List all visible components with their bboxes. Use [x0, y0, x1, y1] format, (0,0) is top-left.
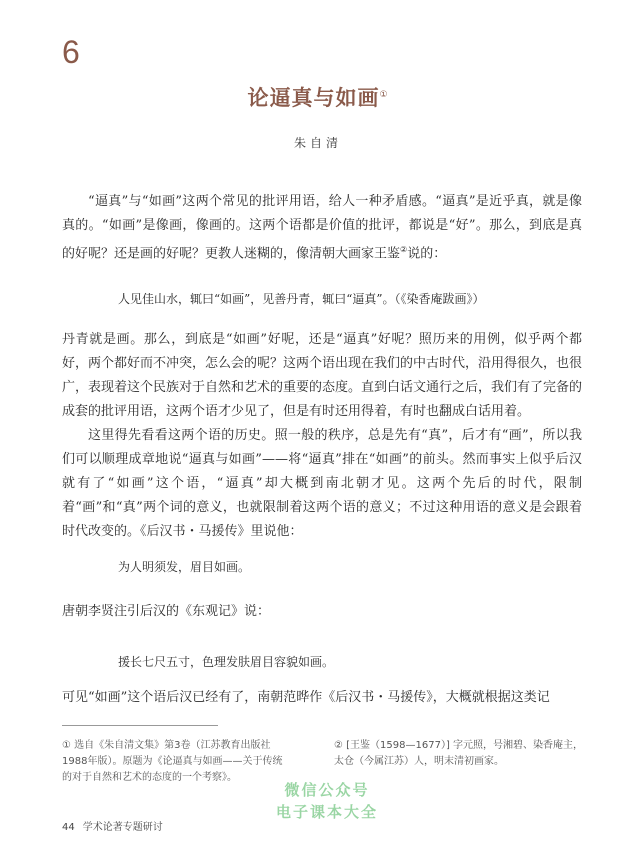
article-author: 朱自清 — [293, 136, 342, 150]
paragraph-1-text: “逼真”与“如画”这两个常见的批评用语，给人一种矛盾感。“逼真”是近乎真，就是像真的。“如画”是像画，像画的。这两个语都是价值的批评，都说是“好”。那么，到底是真的好呢？还是画的好呢？更教人迷糊的，像清朝大画家王鉴 — [62, 194, 582, 262]
watermark-line-2: 电子课本大全 — [275, 803, 378, 821]
watermark — [252, 779, 402, 823]
page-number: 44 — [62, 822, 75, 833]
article-title — [0, 82, 636, 112]
book-title: 学术论著专题研讨 — [82, 822, 163, 833]
footnote-1: ① 选自《朱自清文集》第3卷（江苏教育出版社1988年版）。原题为《论逼真与如画——关于传统的对于自然和艺术的态度的一个考察》。 — [62, 740, 283, 783]
footnote-2: ② [王鉴（1598—1677）] 字元照，号湘碧、染香庵主，太仓（今属江苏）人，明末清初画家。 — [334, 740, 584, 767]
article-title-text: 论逼真与如画 — [247, 86, 380, 110]
page-footer — [62, 818, 171, 833]
title-footnote-marker[interactable]: ① — [379, 90, 389, 100]
paragraph-4: 唐朝李贤注引后汉的《东观记》说： — [62, 604, 271, 619]
quote-1: 人见佳山水，辄曰“如画”，见善丹青，辄曰“逼真”。（《染香庵跋画》） — [118, 292, 485, 306]
paragraph-1 — [62, 190, 582, 266]
paragraph-2: 丹青就是画。那么，到底是“如画”好呢，还是“逼真”好呢？照历来的用例，似乎两个都好，两个都好而不冲突，怎么会的呢？这两个语出现在我们的中古时代，沿用得很久，也很广，表现着这个民族对于自然和艺术的重要的态度。直到白话文通行之后，我们有了完备的成套的批评用语，这两个语才少见了，但是有时还用得着，有时也翻成白话用着。 — [62, 332, 583, 419]
paragraph-3: 这里得先看看这两个语的历史。照一般的秩序，总是先有“真”，后才有“画”，所以我们可以顺理成章地说“逼真与如画”——将“逼真”排在“如画”的前头。然而事实上似乎后汉就有了“如画”这个语，“逼真”却大概到南北朝才见。这两个先后的时代，限制着“画”和“真”两个词的意义，也就限制着这两个语的意义；不过这种用语的意义是会跟着时代改变的。《后汉书・马援传》里说他： — [62, 428, 582, 539]
footnote-marker-2[interactable]: ② — [400, 245, 408, 254]
paragraph-1-end: 说的： — [407, 246, 447, 262]
chapter-number: 6 — [62, 34, 80, 70]
quote-3: 援长七尺五寸，色理发肤眉目容貌如画。 — [118, 655, 335, 669]
paragraph-5: 可见“如画”这个语后汉已经有了，南朝范晔作《后汉书・马援传》，大概就根据这类记 — [62, 690, 550, 705]
quote-2: 为人明须发，眉目如画。 — [118, 560, 251, 574]
footnote-divider — [62, 725, 218, 726]
watermark-line-1: 微信公众号 — [284, 781, 370, 799]
